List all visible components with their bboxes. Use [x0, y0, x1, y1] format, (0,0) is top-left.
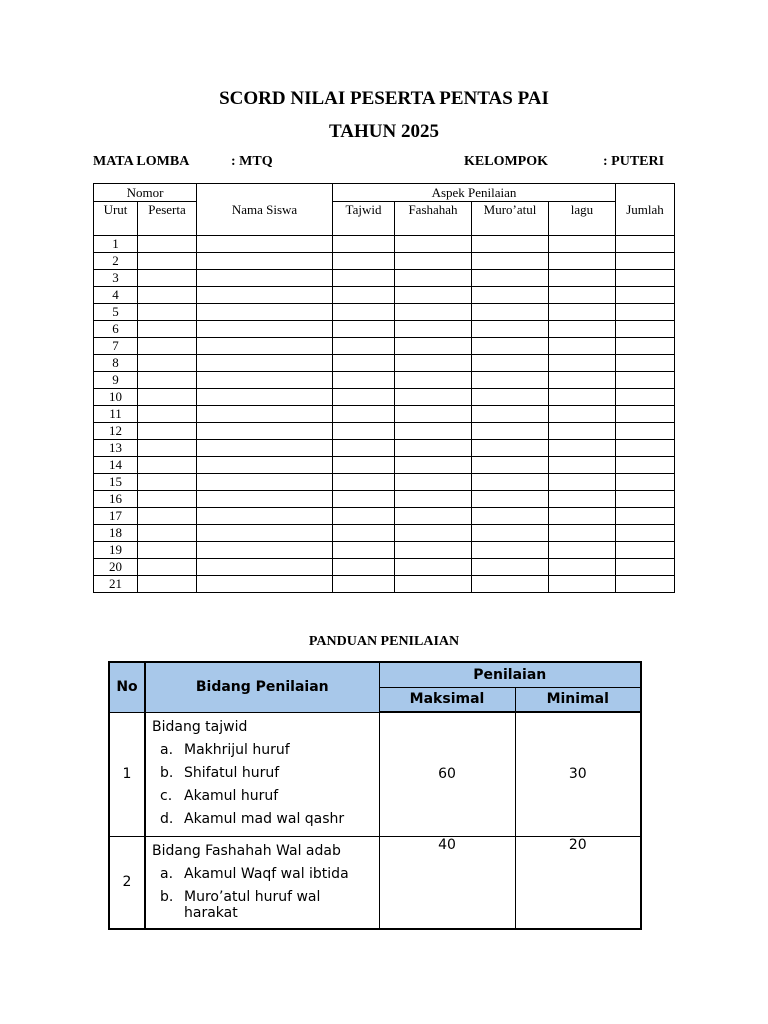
table-row [94, 372, 675, 389]
empty-cell [616, 338, 675, 355]
empty-cell [138, 236, 197, 253]
empty-cell [333, 491, 395, 508]
table-row [94, 576, 675, 593]
empty-cell [395, 406, 472, 423]
guide-table [108, 661, 642, 930]
table-row [94, 491, 675, 508]
empty-cell [395, 508, 472, 525]
empty-cell [138, 440, 197, 457]
list-item [160, 785, 379, 808]
guide-header-no: No [109, 662, 145, 712]
empty-cell [472, 576, 549, 593]
empty-cell [138, 406, 197, 423]
item-letter: a. [160, 741, 174, 758]
table-row [94, 321, 675, 338]
item-text: Muro’atul huruf wal harakat [184, 888, 321, 921]
header-jumlah: Jumlah [616, 184, 675, 236]
list-item [160, 808, 379, 831]
empty-cell [472, 542, 549, 559]
empty-cell [472, 457, 549, 474]
empty-cell [549, 355, 616, 372]
empty-cell [333, 474, 395, 491]
item-letter: b. [160, 764, 174, 781]
empty-cell [197, 542, 333, 559]
empty-cell [616, 542, 675, 559]
empty-cell [138, 270, 197, 287]
empty-cell [549, 474, 616, 491]
empty-cell [197, 304, 333, 321]
row-number: 4 [94, 287, 138, 304]
row-number: 6 [94, 321, 138, 338]
empty-cell [616, 491, 675, 508]
empty-cell [549, 406, 616, 423]
empty-cell [549, 440, 616, 457]
empty-cell [549, 423, 616, 440]
empty-cell [616, 321, 675, 338]
header-peserta: Peserta [138, 202, 197, 236]
empty-cell [616, 440, 675, 457]
row-number: 5 [94, 304, 138, 321]
empty-cell [549, 542, 616, 559]
empty-cell [549, 508, 616, 525]
empty-cell [472, 253, 549, 270]
row-number: 21 [94, 576, 138, 593]
table-row [94, 270, 675, 287]
empty-cell [197, 389, 333, 406]
empty-cell [616, 355, 675, 372]
empty-cell [395, 440, 472, 457]
document-title: SCORD NILAI PESERTA PENTAS PAI [219, 88, 549, 109]
empty-cell [616, 559, 675, 576]
empty-cell [549, 270, 616, 287]
item-text: Akamul huruf [184, 787, 279, 804]
item-letter: b. [160, 888, 174, 905]
list-item [160, 886, 379, 925]
empty-cell [395, 474, 472, 491]
empty-cell [472, 287, 549, 304]
empty-cell [138, 321, 197, 338]
empty-cell [333, 389, 395, 406]
empty-cell [472, 508, 549, 525]
empty-cell [395, 542, 472, 559]
empty-cell [549, 304, 616, 321]
row-number: 17 [94, 508, 138, 525]
row-number: 12 [94, 423, 138, 440]
empty-cell [616, 457, 675, 474]
empty-cell [138, 372, 197, 389]
table-row [94, 389, 675, 406]
empty-cell [197, 440, 333, 457]
item-text: Akamul Waqf wal ibtida [184, 865, 349, 882]
empty-cell [395, 304, 472, 321]
empty-cell [395, 236, 472, 253]
empty-cell [616, 270, 675, 287]
empty-cell [333, 287, 395, 304]
empty-cell [197, 372, 333, 389]
row-number: 16 [94, 491, 138, 508]
item-letter: c. [160, 787, 173, 804]
empty-cell [472, 338, 549, 355]
header-nomor: Nomor [94, 184, 197, 202]
guide-header-bidang: Bidang Penilaian [145, 662, 379, 712]
empty-cell [549, 576, 616, 593]
mata-lomba-label: MATA LOMBA [93, 154, 190, 169]
empty-cell [549, 457, 616, 474]
empty-cell [549, 338, 616, 355]
row-number: 7 [94, 338, 138, 355]
empty-cell [549, 287, 616, 304]
empty-cell [395, 372, 472, 389]
empty-cell [472, 491, 549, 508]
header-nama-siswa: Nama Siswa [197, 184, 333, 236]
empty-cell [333, 406, 395, 423]
empty-cell [616, 423, 675, 440]
empty-cell [395, 355, 472, 372]
empty-cell [616, 253, 675, 270]
empty-cell [472, 321, 549, 338]
table-row [94, 423, 675, 440]
empty-cell [197, 355, 333, 372]
empty-cell [472, 406, 549, 423]
empty-cell [472, 355, 549, 372]
empty-cell [395, 287, 472, 304]
table-row [94, 525, 675, 542]
empty-cell [395, 321, 472, 338]
bidang-items [146, 739, 379, 831]
guide-row-maksimal: 40 [379, 836, 515, 929]
row-number: 9 [94, 372, 138, 389]
empty-cell [138, 355, 197, 372]
empty-cell [549, 389, 616, 406]
empty-cell [197, 576, 333, 593]
empty-cell [138, 338, 197, 355]
table-row [94, 287, 675, 304]
bidang-items [146, 863, 379, 925]
item-letter: d. [160, 810, 174, 827]
empty-cell [616, 576, 675, 593]
empty-cell [138, 559, 197, 576]
empty-cell [549, 321, 616, 338]
table-row [94, 406, 675, 423]
empty-cell [138, 389, 197, 406]
empty-cell [472, 389, 549, 406]
empty-cell [472, 372, 549, 389]
empty-cell [197, 491, 333, 508]
bidang-title: Bidang Fashahah Wal adab [152, 842, 341, 859]
empty-cell [138, 287, 197, 304]
empty-cell [138, 474, 197, 491]
empty-cell [138, 457, 197, 474]
empty-cell [333, 559, 395, 576]
empty-cell [333, 457, 395, 474]
empty-cell [333, 576, 395, 593]
guide-header-maksimal: Maksimal [379, 687, 515, 712]
empty-cell [138, 525, 197, 542]
empty-cell [333, 236, 395, 253]
empty-cell [333, 423, 395, 440]
table-row [94, 355, 675, 372]
header-tajwid: Tajwid [333, 202, 395, 236]
empty-cell [197, 559, 333, 576]
row-number: 3 [94, 270, 138, 287]
empty-cell [472, 304, 549, 321]
row-number: 8 [94, 355, 138, 372]
empty-cell [549, 372, 616, 389]
empty-cell [472, 474, 549, 491]
empty-cell [549, 559, 616, 576]
row-number: 19 [94, 542, 138, 559]
empty-cell [333, 321, 395, 338]
guide-row-no: 1 [109, 712, 145, 836]
empty-cell [138, 576, 197, 593]
empty-cell [197, 474, 333, 491]
empty-cell [549, 491, 616, 508]
kelompok-label: KELOMPOK [464, 154, 548, 169]
empty-cell [472, 440, 549, 457]
row-number: 11 [94, 406, 138, 423]
empty-cell [616, 372, 675, 389]
header-lagu: lagu [549, 202, 616, 236]
guide-row-maksimal: 60 [379, 712, 515, 836]
guide-row-no: 2 [109, 836, 145, 929]
empty-cell [138, 508, 197, 525]
empty-cell [138, 423, 197, 440]
row-number: 10 [94, 389, 138, 406]
empty-cell [616, 287, 675, 304]
empty-cell [197, 253, 333, 270]
empty-cell [197, 423, 333, 440]
empty-cell [472, 423, 549, 440]
empty-cell [197, 508, 333, 525]
empty-cell [197, 338, 333, 355]
empty-cell [395, 338, 472, 355]
empty-cell [395, 491, 472, 508]
empty-cell [616, 474, 675, 491]
table-row [94, 304, 675, 321]
empty-cell [616, 304, 675, 321]
empty-cell [395, 559, 472, 576]
empty-cell [333, 253, 395, 270]
empty-cell [472, 525, 549, 542]
table-row [94, 508, 675, 525]
empty-cell [138, 304, 197, 321]
item-text: Akamul mad wal qashr [184, 810, 345, 827]
empty-cell [616, 236, 675, 253]
guide-row-bidang [145, 836, 379, 929]
empty-cell [549, 253, 616, 270]
bidang-title: Bidang tajwid [152, 718, 248, 735]
row-number: 15 [94, 474, 138, 491]
empty-cell [197, 406, 333, 423]
empty-cell [616, 406, 675, 423]
header-urut: Urut [94, 202, 138, 236]
guide-row-bidang [145, 712, 379, 836]
empty-cell [395, 457, 472, 474]
empty-cell [333, 304, 395, 321]
empty-cell [616, 508, 675, 525]
empty-cell [138, 253, 197, 270]
table-row [94, 559, 675, 576]
list-item [160, 739, 379, 762]
table-row [94, 440, 675, 457]
table-row [94, 474, 675, 491]
empty-cell [333, 355, 395, 372]
empty-cell [138, 542, 197, 559]
empty-cell [333, 525, 395, 542]
empty-cell [472, 559, 549, 576]
table-row [94, 542, 675, 559]
empty-cell [395, 389, 472, 406]
row-number: 20 [94, 559, 138, 576]
empty-cell [395, 423, 472, 440]
empty-cell [333, 542, 395, 559]
empty-cell [197, 270, 333, 287]
panduan-title: PANDUAN PENILAIAN [308, 634, 460, 649]
empty-cell [333, 270, 395, 287]
empty-cell [197, 236, 333, 253]
empty-cell [197, 287, 333, 304]
table-row [94, 457, 675, 474]
empty-cell [333, 372, 395, 389]
empty-cell [197, 457, 333, 474]
empty-cell [616, 525, 675, 542]
empty-cell [333, 338, 395, 355]
empty-cell [395, 270, 472, 287]
guide-header-minimal: Minimal [515, 687, 641, 712]
list-item [160, 762, 379, 785]
item-text: Makhrijul huruf [184, 741, 290, 758]
empty-cell [395, 253, 472, 270]
guide-row-minimal: 30 [515, 712, 641, 836]
table-row [94, 253, 675, 270]
row-number: 2 [94, 253, 138, 270]
empty-cell [472, 270, 549, 287]
empty-cell [549, 236, 616, 253]
empty-cell [333, 508, 395, 525]
table-row [94, 236, 675, 253]
row-number: 1 [94, 236, 138, 253]
empty-cell [395, 576, 472, 593]
header-aspek-penilaian: Aspek Penilaian [333, 184, 616, 202]
header-fashahah: Fashahah [395, 202, 472, 236]
row-number: 14 [94, 457, 138, 474]
empty-cell [197, 321, 333, 338]
empty-cell [138, 491, 197, 508]
empty-cell [395, 525, 472, 542]
document-year: TAHUN 2025 [329, 121, 439, 142]
guide-header-penilaian: Penilaian [379, 662, 641, 687]
empty-cell [549, 525, 616, 542]
score-table [93, 183, 675, 593]
empty-cell [616, 389, 675, 406]
empty-cell [472, 236, 549, 253]
header-muroatul: Muro’atul [472, 202, 549, 236]
kelompok-value: : PUTERI [603, 154, 665, 169]
list-item [160, 863, 379, 886]
item-letter: a. [160, 865, 174, 882]
empty-cell [197, 525, 333, 542]
mata-lomba-value: : MTQ [231, 154, 273, 169]
guide-row-minimal: 20 [515, 836, 641, 929]
table-row [94, 338, 675, 355]
row-number: 13 [94, 440, 138, 457]
empty-cell [333, 440, 395, 457]
item-text: Shifatul huruf [184, 764, 280, 781]
row-number: 18 [94, 525, 138, 542]
